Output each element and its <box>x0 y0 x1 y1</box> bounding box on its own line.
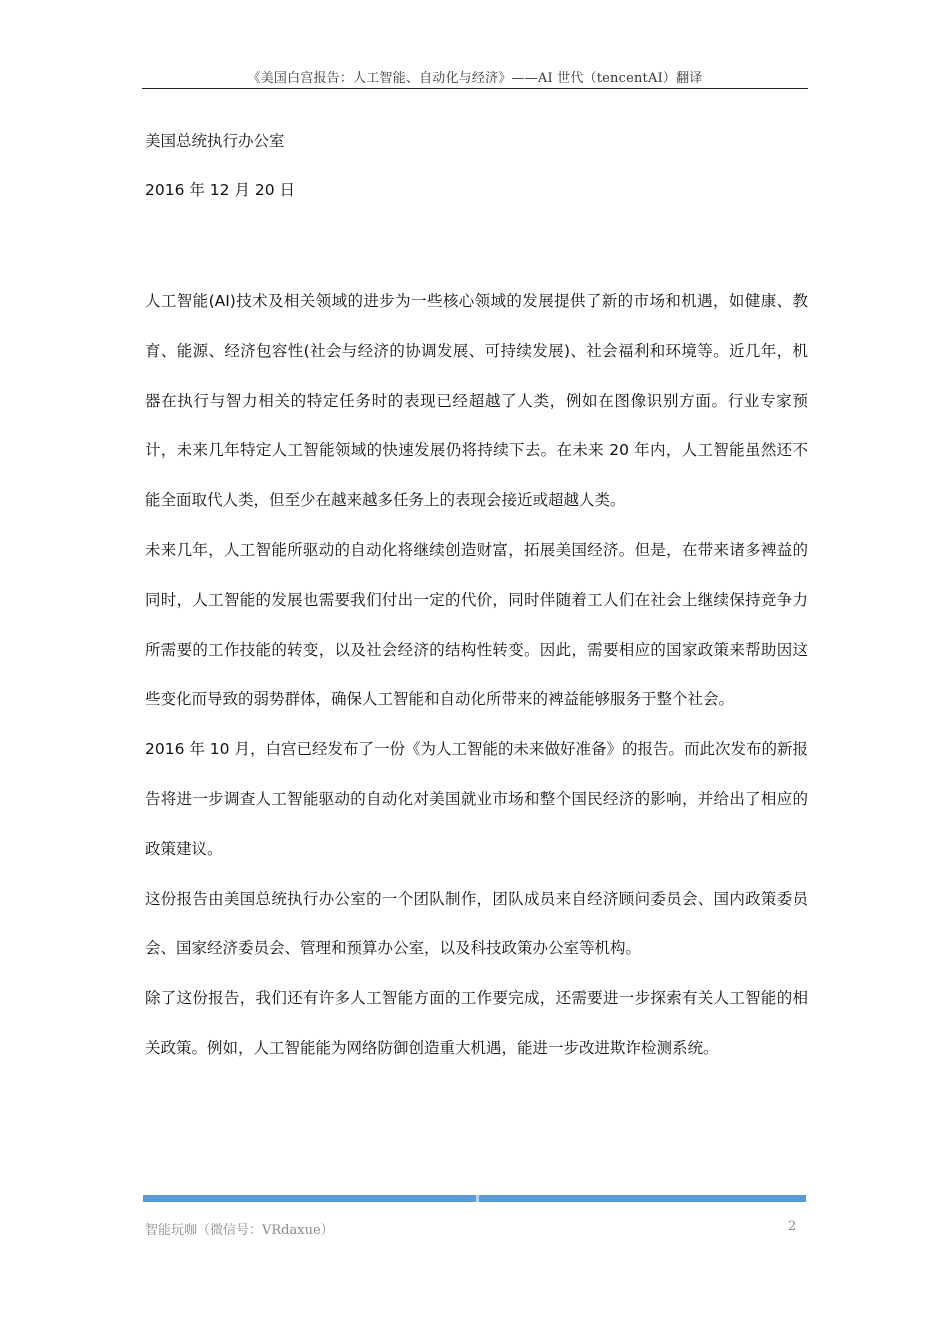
page-number: 2 <box>788 1219 797 1234</box>
document-sender: 美国总统执行办公室 <box>145 132 285 150</box>
header-divider <box>142 88 808 89</box>
page-header-title: 《美国白宫报告：人工智能、自动化与经济》——AI 世代（tencentAI）翻译 <box>247 71 703 86</box>
footer-source: 智能玩咖（微信号：VRdaxue） <box>145 1223 334 1238</box>
body-paragraph-4: 这份报告由美国总统执行办公室的一个团队制作，团队成员来自经济顾问委员会、国内政策委员会、国家经济委员会、管理和预算办公室，以及科技政策办公室等机构。 <box>145 889 808 958</box>
document-body <box>145 277 808 1074</box>
body-paragraph-2: 未来几年，人工智能所驱动的自动化将继续创造财富，拓展美国经济。但是，在带来诸多裨益的同时，人工智能的发展也需要我们付出一定的代价，同时伴随着工人们在社会上继续保持竞争力所需要的工作技能的转变，以及社会经济的结构性转变。因此，需要相应的国家政策来帮助因这些变化而导致的弱势群体，确保人工智能和自动化所带来的裨益能够服务于整个社会。 <box>145 540 808 709</box>
footer-bar-notch <box>476 1195 479 1202</box>
footer-divider-bar <box>143 1195 806 1202</box>
body-paragraph-5: 除了这份报告，我们还有许多人工智能方面的工作要完成，还需要进一步探索有关人工智能的相关政策。例如，人工智能能为网络防御创造重大机遇，能进一步改进欺诈检测系统。 <box>145 989 808 1057</box>
body-paragraph-1: 人工智能(AI)技术及相关领域的进步为一些核心领域的发展提供了新的市场和机遇，如健康、教育、能源、经济包容性(社会与经济的协调发展、可持续发展)、社会福利和环境等。近几年，机器在执行与智力相关的特定任务时的表现已经超越了人类，例如在图像识别方面。行业专家预计，未来几年特定人工智能领域的快速发展仍将持续下去。在未来 20 年内，人工智能虽然还不能全面取代人类，但至少在越来越多任务上的表现会接近或超越人类。 <box>145 292 808 510</box>
document-date: 2016 年 12 月 20 日 <box>145 181 296 199</box>
body-paragraph-3: 2016 年 10 月，白宫已经发布了一份《为人工智能的未来做好准备》的报告。而此次发布的新报告将进一步调查人工智能驱动的自动化对美国就业市场和整个国民经济的影响，并给出了相应的政策建议。 <box>145 740 808 858</box>
